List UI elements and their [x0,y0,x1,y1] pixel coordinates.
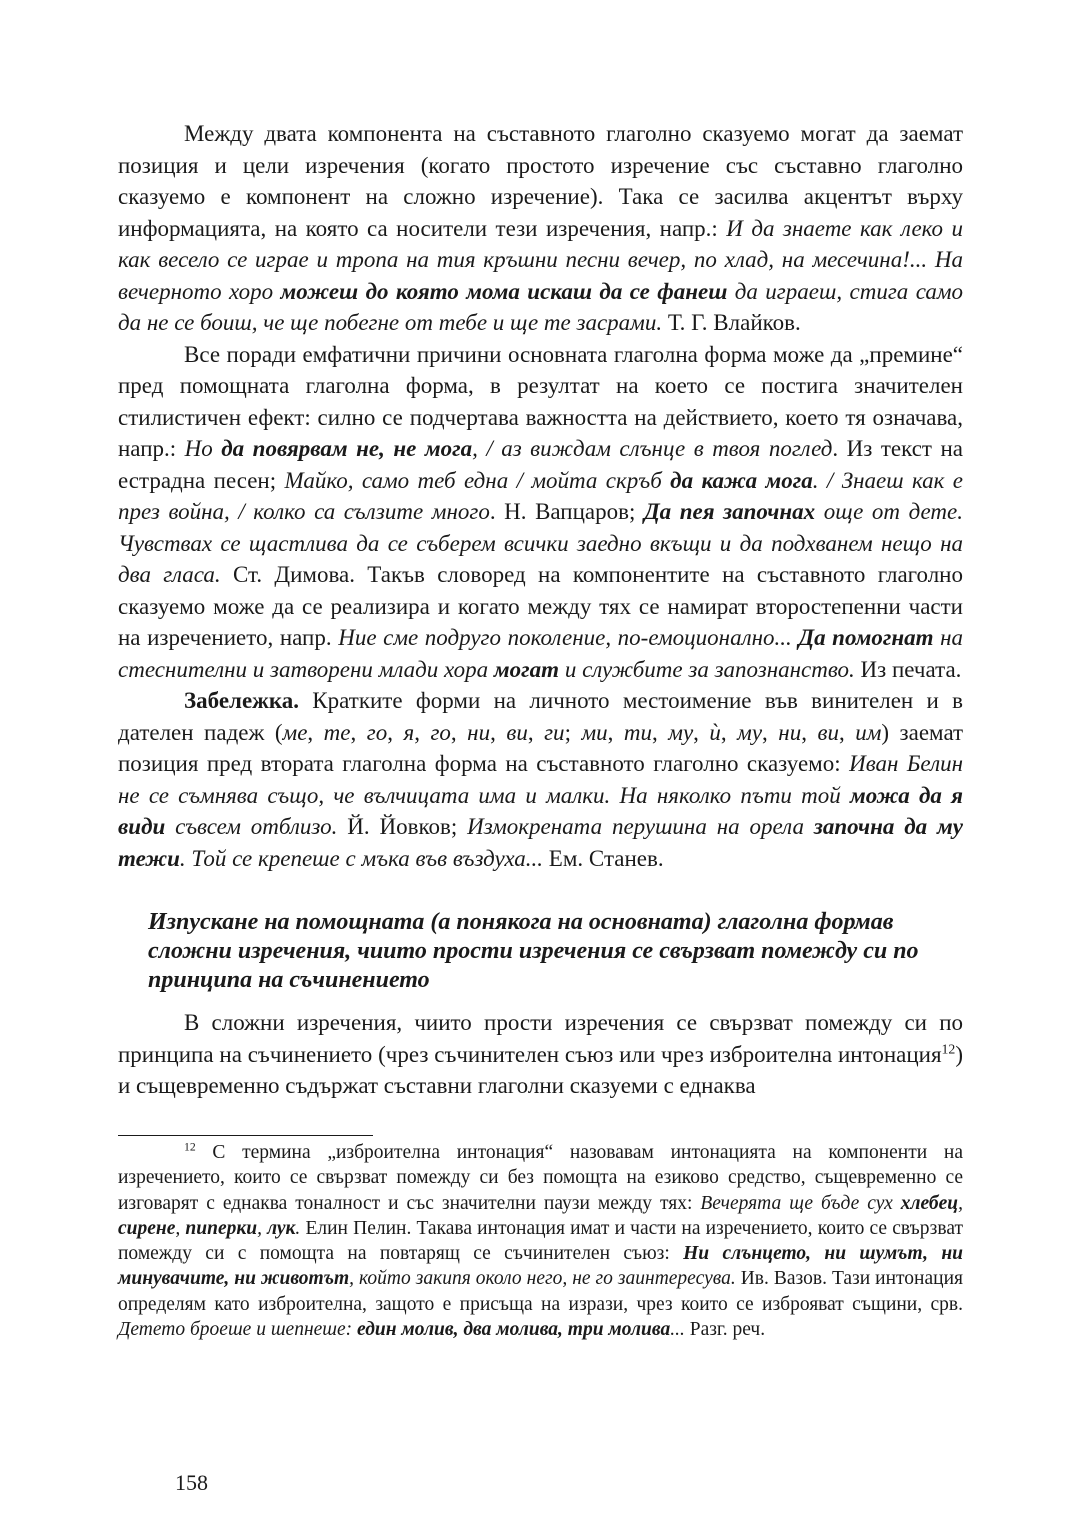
text-run: Ст. Димова. Такъв словоред на компонентите на съставното глаголно сказуемо може да се реализира и когато между тях се намират второстепенни части на изречението, напр. [118,562,963,650]
text-run: можа да я види [118,782,963,839]
text-run: да играеш, стига само да не се боиш, че ще побегне от тебе и ще те засрами. [118,278,963,335]
text-run: Иван Белин не се съмнява също, че вълчицата има и малки. На няколко пъти той [118,751,964,808]
text-run: Вечерята ще бъде сух [700,1192,901,1214]
text-run: можеш до която мома искаш да се фанеш [280,278,728,304]
footnotes [118,1140,963,1342]
footnote-12 [118,1140,963,1342]
text-run: хлебец [900,1192,959,1214]
main-text [118,118,963,1102]
text-run: ни [467,719,491,745]
text-run: ... [670,1319,685,1341]
text-run: ми [581,719,608,745]
text-run: ) и същевременно съдържат съставни глаголни сказуеми с еднаква [118,1041,963,1098]
text-run: Й. Йовков; [337,814,468,839]
text-run: 12 [184,1140,196,1154]
paragraph-note [118,685,963,874]
text-run: , [652,719,669,745]
text-run: . [295,1217,301,1239]
text-run: , [720,719,738,745]
footnote-divider [118,1135,373,1136]
text-run: още от дете. Чувствах се щастлива да се съберем всички заедно вкъщи и да подхванем нещо на два гласа. [118,499,963,587]
text-run: , [450,719,468,745]
text-run: ни [778,719,802,745]
text-run: те [323,719,351,745]
text-run: . Н. Вапцаров; [489,499,644,524]
text-run: Ив. Вазов. Тази интонация определям като изброителна, защото е присъща на изрази, чрез които се изброяват същини, срв. [118,1268,963,1315]
text-run: , [693,719,710,745]
text-run: ви [817,719,839,745]
text-run: 12 [941,1040,956,1056]
text-run: Т. Г. Влайков. [662,310,801,335]
text-run: , [958,1192,963,1214]
text-run: един молив, два молива, три молива [357,1319,671,1341]
text-run: Ни слънцето, ни шумът, ни минувачите, ни животът [118,1243,963,1290]
text-run: сирене [118,1217,176,1239]
text-run: Из печата. [854,656,962,682]
text-run: С термина „изброителна интонация“ назовавам интонацията на компоненти на изречението, които се свързват помежду си без помощта на езиково средство, същевременно се изговарят с еднаква тоналност и със значителни паузи между тях: [118,1142,963,1214]
page-number: 158 [175,1470,208,1495]
text-run: и службите за запознанство. [559,656,855,682]
text-run: го [366,719,388,745]
text-run: , [257,1217,268,1239]
text-run: лук [267,1217,296,1239]
text-run: Кратките форми на личното местоимение във винителен и в дателен падеж ( [118,688,963,745]
text-run: И да знаете как леко и как весело се играе и тропа на тия кръшни песни вечер, по хлад, на месечина!... На вечерното хоро [118,215,963,304]
text-run: . Из текст на естрадна песен; [118,436,963,493]
text-run: , [607,719,624,745]
text-run: . / Знаеш как е през война, / колко са сълзите много [118,467,963,524]
text-run: съвсем отблизо. [165,814,338,839]
text-run: . Той се крепеше с мъка във въздуха... [179,845,544,871]
text-run: могат [493,656,560,682]
text-run: им [855,719,882,745]
text-run: , [527,719,545,745]
text-run: Все поради емфатични причини основната глаголна форма може да „премине“ пред помощната глаголна форма, в резултат на което се постига значителен стилистичен ефект: силно се подчертава важността на действието, което тя означава, напр.: [118,341,963,461]
text-run: започна да му тежи [118,814,964,871]
text-run: ) заемат позиция пред втората глаголна форма на съставното глаголно сказуемо: [118,719,964,776]
text-run: на стеснителни и затворени млади хора [118,625,963,682]
text-run: ; [564,719,582,745]
text-run: В сложни изречения, чиито прости изречения се свързват помежду си по принципа на съчинението (чрез съчинителен съюз или чрез изброителна интонация [118,1010,963,1067]
text-run: Майко, само теб една / мойта скръб [284,467,671,493]
text-run: да повярвам не, не мога [221,436,473,461]
text-run: Между двата компонента на съставното глаголно сказуемо могат да заемат позиция и цели изречения (когато простото изречение със съставно глаголно сказуемо е компонент на сложно изречение). Така се засилва акцентът върху информацията, на която са носители тези изречения, напр.: [118,121,963,241]
text-run: Разг. реч. [684,1319,766,1341]
text-run: ти [623,719,653,745]
text-run: Измокрената перушина на орела [467,814,814,839]
text-run: я [403,719,415,745]
section-paragraph [118,1007,963,1102]
text-run: , [762,719,779,745]
text-run: Ем. Станев. [543,845,664,871]
text-run: ме [282,719,308,745]
text-run: , / аз виждам слънце в твоя поглед [472,436,833,461]
text-run: Да пея започнах [643,499,816,524]
text-run: Да помогнат [798,625,934,650]
text-run: Но [184,436,222,461]
text-run: , [307,719,324,745]
text-run: Елин Пелин. Такава интонация имат и части на изречението, които се свързват помежду си с помощта на повтарящ се съчинителен съюз: [118,1217,964,1265]
text-run: , [350,719,367,745]
text-run: да кажа мога [670,467,813,493]
text-run: , [175,1217,186,1239]
text-run: ви [506,719,528,745]
paragraph-1 [118,118,963,339]
text-run: , [490,719,507,745]
text-run: го [430,719,451,745]
text-run: пиперки [185,1217,258,1239]
text-run: Детето броеше и шепнеше: [118,1319,358,1341]
text-run: ги [544,719,565,745]
text-run: , който закипя около него, не го заинтересува. [349,1268,736,1290]
text-run: ѝ [709,719,721,745]
paragraph-2 [118,339,963,686]
text-run: Забележка. [184,688,299,713]
text-run: му [668,719,694,745]
section-heading: Изпускане на помощната (а понякога на основната) глаголна формав сложни изречения, чиито прости изречения се свързват помежду си по принципа на съчинението [148,909,919,993]
text-run: му [737,719,763,745]
text-run: , [801,719,818,745]
text-run: , [414,719,431,745]
text-run: , [387,719,404,745]
text-run: Ние сме подруго поколение, по-емоционално... [338,625,799,650]
text-run: , [838,719,856,745]
